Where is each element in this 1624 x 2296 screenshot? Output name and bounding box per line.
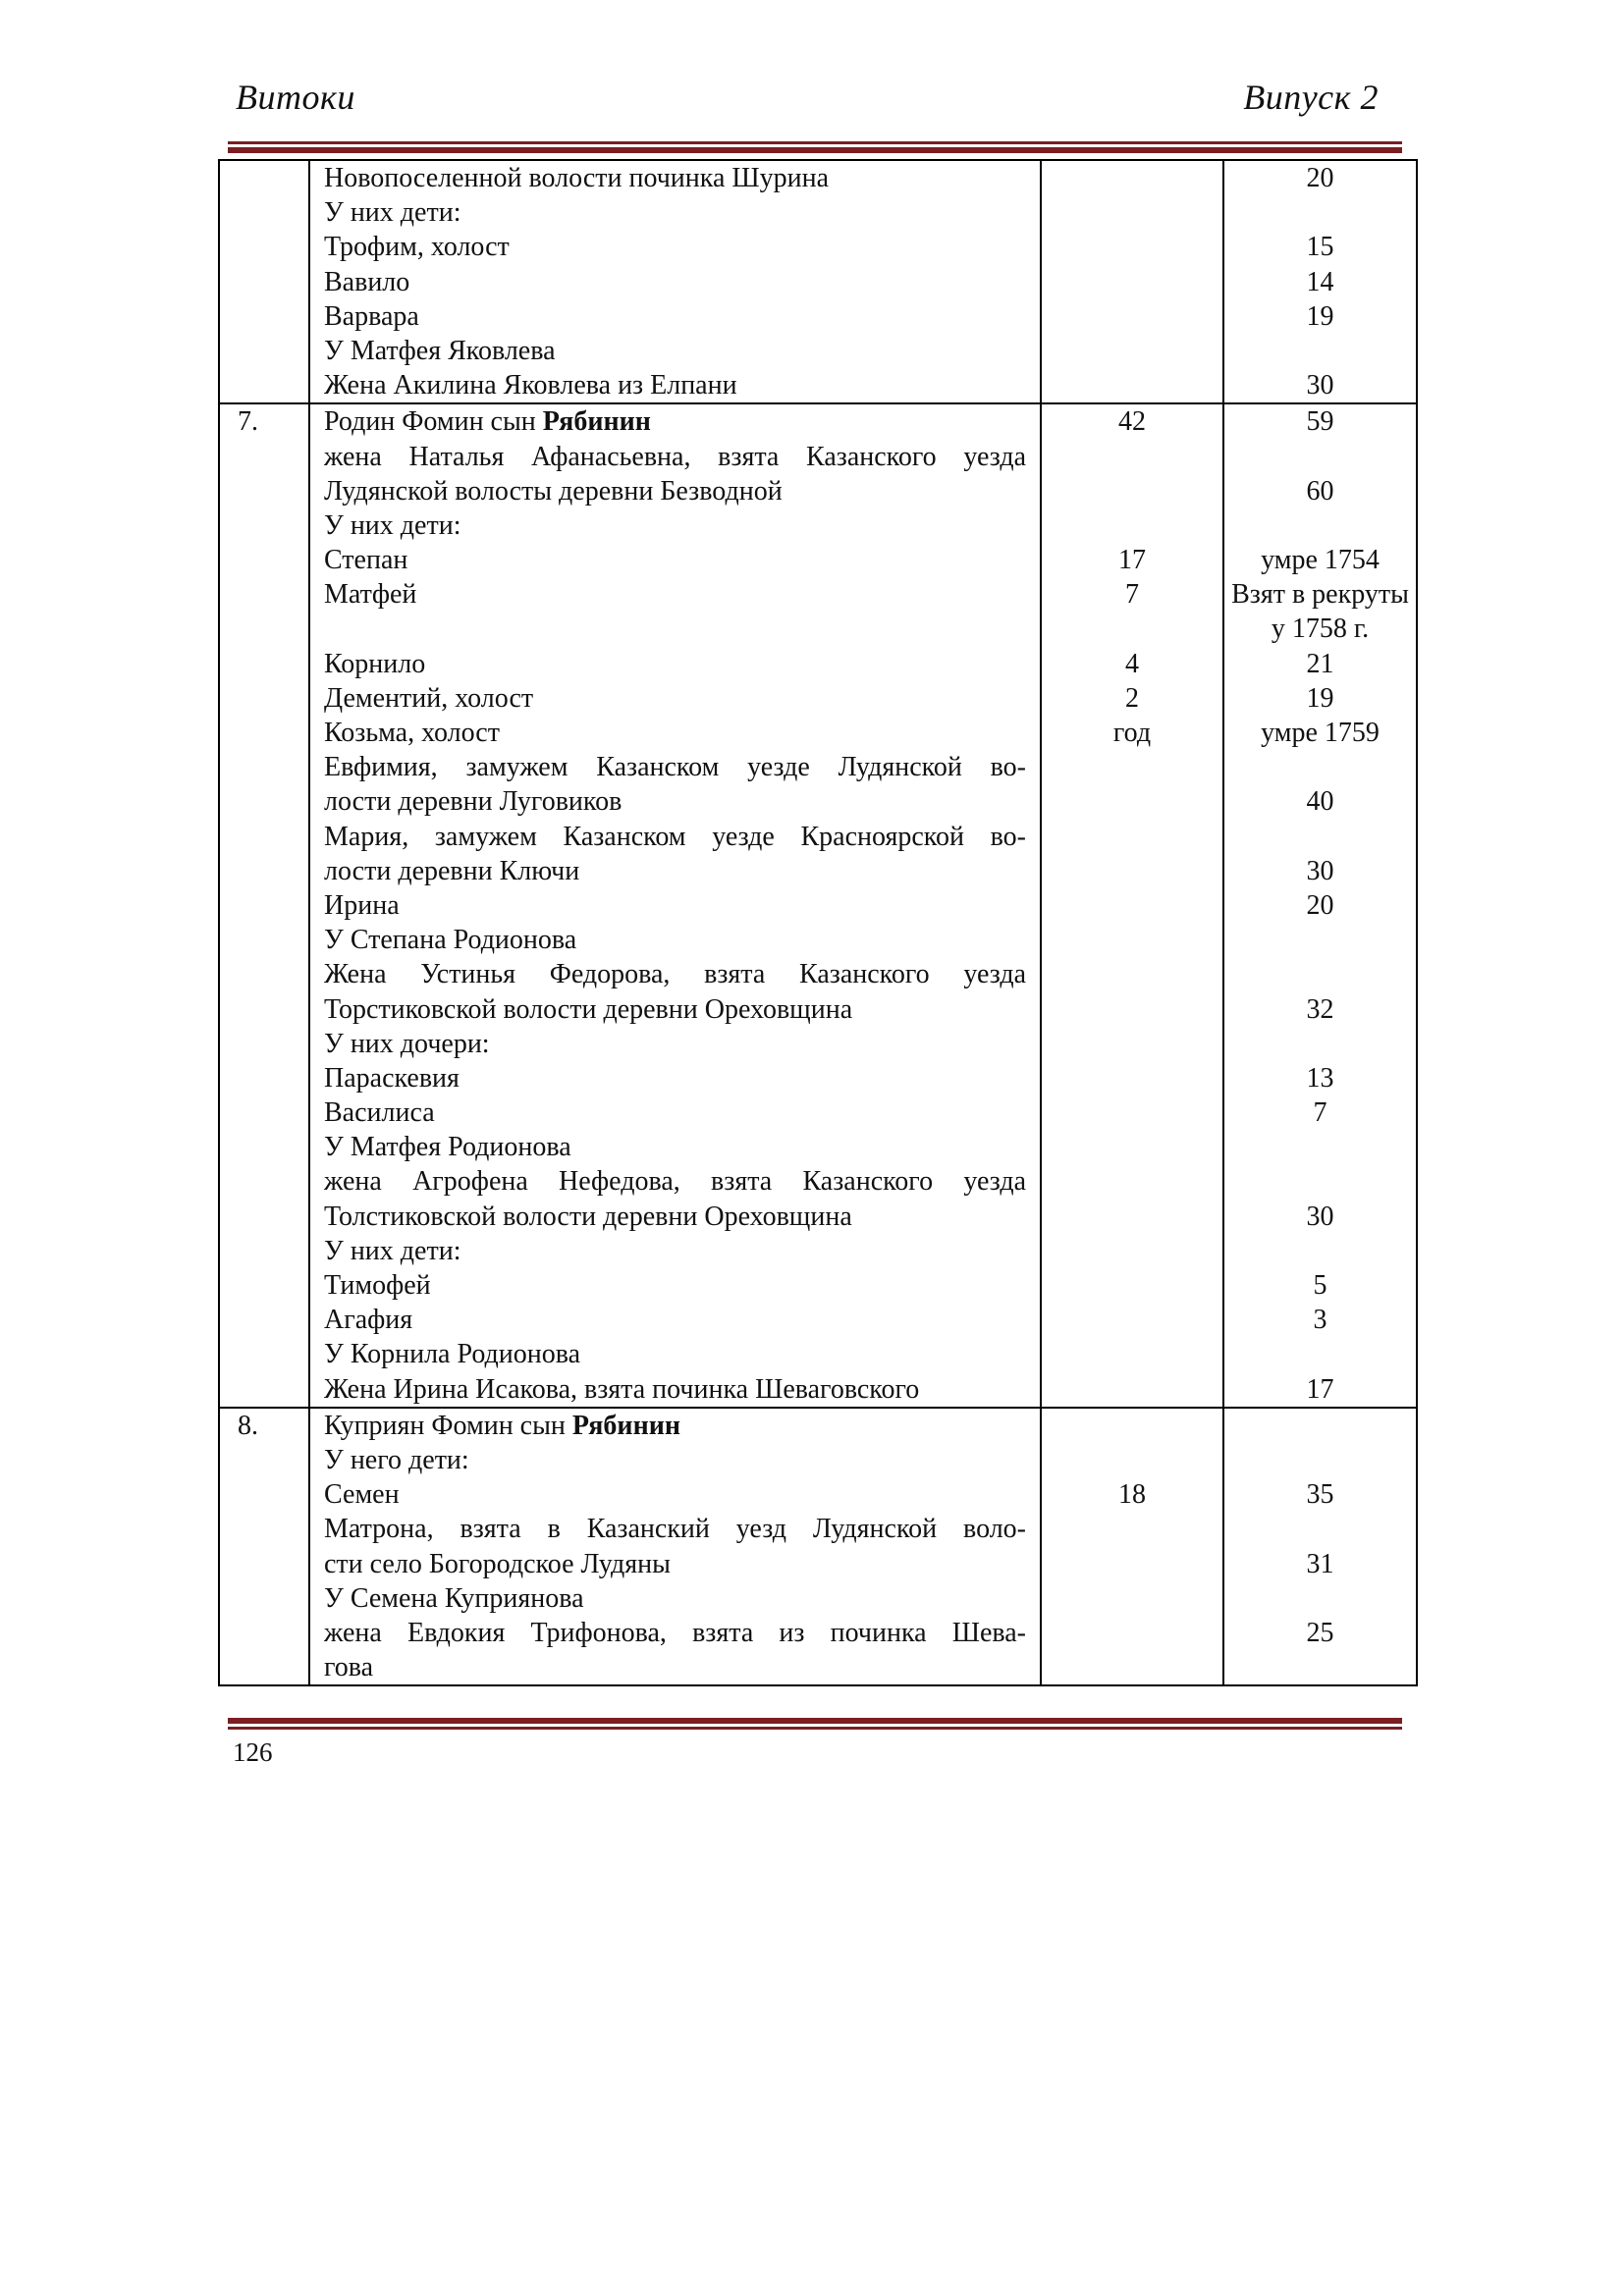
age-value-2: умре 1759 (1261, 718, 1380, 748)
age-value-2 (1224, 957, 1416, 991)
entry-text: Варвара (324, 300, 419, 332)
age-value-1 (1042, 1061, 1222, 1095)
age-value-2 (1224, 1234, 1416, 1268)
entry-text: Новопоселенной волости починка Шурина (324, 163, 830, 193)
entry-line (324, 1409, 1026, 1443)
entry-text: Жена Ирина Исакова, взята починка Шеваговского (324, 1373, 920, 1405)
issue-label: Випуск 2 (1243, 78, 1379, 117)
entry-line (324, 957, 1026, 991)
entry-line (324, 612, 1026, 646)
age-value-1 (1042, 612, 1222, 646)
entry-text: Тимофей (324, 1270, 431, 1301)
entry-line (324, 577, 1026, 612)
age-value-2: 13 (1306, 1062, 1334, 1094)
age-value-1 (1042, 820, 1222, 854)
age-value-1 (1042, 1095, 1222, 1130)
age-value-2: умре 1754 (1261, 545, 1380, 576)
age-value-1 (1042, 1130, 1222, 1164)
entry-line (324, 1443, 1026, 1477)
entry-line (324, 1372, 1026, 1407)
age-value-2 (1224, 750, 1416, 784)
entry-line (324, 230, 1026, 264)
age-value-1 (1042, 784, 1222, 819)
age-value-1 (1042, 230, 1222, 264)
age-value-2 (1224, 1164, 1416, 1199)
entry-text: Параскевия (324, 1062, 460, 1094)
entry-line (324, 923, 1026, 957)
entry-text: У них дети: (324, 197, 461, 229)
entry-text: Дементий, холост (324, 682, 534, 714)
age-value-2 (1224, 334, 1416, 368)
age-value-2 (1224, 923, 1416, 957)
household-number (219, 160, 309, 403)
entry-line (324, 854, 1026, 888)
entry-text: Мария, замужем Казанском уезде Красноярской во- (324, 821, 1026, 852)
entry-line (324, 1477, 1026, 1512)
entry-text: У него дети: (324, 1444, 469, 1475)
entry-line (324, 508, 1026, 543)
surname: Рябинин (542, 406, 651, 438)
household-row (219, 1408, 1417, 1686)
age-value-1 (1042, 888, 1222, 923)
age-value-2: 5 (1313, 1270, 1327, 1301)
entry-line (324, 368, 1026, 402)
entry-line (324, 440, 1026, 474)
entry-line (324, 1616, 1026, 1650)
age-value-1 (1042, 1581, 1222, 1616)
age-value-2 (1224, 1512, 1416, 1546)
entry-text: Вавило (324, 266, 410, 297)
entry-text: Евфимия, замужем Казанском уезде Лудянской во- (324, 752, 1026, 783)
age-value-2: 21 (1306, 648, 1334, 679)
age-value-1: 18 (1118, 1479, 1146, 1511)
surname: Рябинин (571, 1410, 680, 1441)
entry-text: Агафия (324, 1305, 413, 1336)
names-cell (309, 403, 1041, 1407)
age-1762-cell (1223, 1408, 1417, 1686)
entry-text: Матфей (324, 579, 417, 611)
age-value-1: 42 (1118, 406, 1146, 438)
entry-line (324, 1650, 1026, 1684)
age-value-1 (1042, 474, 1222, 508)
entry-text: лости деревни Ключи (324, 855, 580, 886)
entry-line (324, 1130, 1026, 1164)
age-value-2: 7 (1313, 1097, 1327, 1129)
age-value-2: 30 (1306, 855, 1334, 886)
age-value-1 (1042, 1372, 1222, 1407)
age-value-1 (1042, 368, 1222, 402)
age-value-2 (1224, 1027, 1416, 1061)
age-value-1 (1042, 854, 1222, 888)
entry-line (324, 474, 1026, 508)
age-value-1 (1042, 750, 1222, 784)
entry-text: Семен (324, 1479, 400, 1511)
age-value-2: 3 (1313, 1305, 1327, 1336)
entry-text: Корнило (324, 648, 426, 679)
entry-text: Трофим, холост (324, 232, 510, 263)
entry-text: лости деревни Луговиков (324, 786, 623, 818)
age-value-2 (1224, 1650, 1416, 1684)
entry-text: У Семена Куприянова (324, 1582, 584, 1614)
age-value-1 (1042, 1616, 1222, 1650)
age-value-2: 19 (1306, 300, 1334, 332)
entry-line (324, 195, 1026, 230)
entry-line (324, 1303, 1026, 1337)
entry-line (324, 1547, 1026, 1581)
entry-line (324, 784, 1026, 819)
age-value-2: 32 (1306, 993, 1334, 1025)
entry-text: гова (324, 1652, 374, 1683)
names-cell (309, 160, 1041, 403)
age-value-2: 20 (1306, 163, 1334, 193)
entry-line (324, 265, 1026, 299)
entry-text: У них дети: (324, 509, 461, 541)
footer-rule (228, 1718, 1402, 1730)
age-value-1 (1042, 923, 1222, 957)
entry-line (324, 750, 1026, 784)
entry-line (324, 647, 1026, 681)
age-value-2: 59 (1306, 406, 1334, 438)
age-value-2: Взят в рекруты (1231, 579, 1409, 611)
age-value-1 (1042, 1027, 1222, 1061)
age-value-2: 14 (1306, 266, 1334, 297)
page-number: 126 (233, 1737, 273, 1767)
age-value-1 (1042, 1164, 1222, 1199)
age-value-1 (1042, 992, 1222, 1027)
entry-text: Матрона, взята в Казанский уезд Лудянской воло- (324, 1514, 1026, 1545)
age-value-2: 15 (1306, 232, 1334, 263)
entry-line (324, 334, 1026, 368)
age-value-2 (1224, 195, 1416, 230)
age-value-1 (1042, 1547, 1222, 1581)
entry-text: Лудянской волосты деревни Безводной (324, 475, 783, 507)
header-rule (228, 141, 1402, 153)
entry-text: Ирина (324, 889, 400, 921)
journal-title: Витоки (236, 78, 355, 117)
entry-line (324, 992, 1026, 1027)
entry-text: сти село Богородское Лудяны (324, 1548, 671, 1579)
entry-text: Жена Акилина Яковлева из Елпани (324, 370, 737, 401)
age-value-2 (1224, 1581, 1416, 1616)
household-row (219, 403, 1417, 1407)
age-value-1: 7 (1125, 579, 1139, 611)
age-value-1 (1042, 265, 1222, 299)
age-1762-cell (1223, 160, 1417, 403)
age-value-1 (1042, 1200, 1222, 1234)
entry-text: жена Агрофена Нефедова, взята Казанского уезда (324, 1166, 1026, 1198)
age-value-2 (1224, 508, 1416, 543)
age-value-1 (1042, 1303, 1222, 1337)
age-value-1 (1042, 299, 1222, 334)
entry-line (324, 1337, 1026, 1371)
entry-line (324, 1164, 1026, 1199)
entry-line (324, 1234, 1026, 1268)
age-value-1 (1042, 957, 1222, 991)
age-value-1 (1042, 1268, 1222, 1303)
age-value-2 (1224, 1443, 1416, 1477)
age-1762-cell (1223, 403, 1417, 1407)
entry-line (324, 1061, 1026, 1095)
entry-text: жена Евдокия Трифонова, взята из починка Шева- (324, 1617, 1026, 1648)
entry-text: Жена Устинья Федорова, взята Казанского уезда (324, 959, 1026, 990)
entry-text: У Матфея Родионова (324, 1132, 571, 1163)
entry-text: Куприян Фомин сын (324, 1410, 566, 1441)
age-value-2: 30 (1306, 1201, 1334, 1232)
age-value-2: 31 (1306, 1548, 1334, 1579)
age-value-2: 40 (1306, 786, 1334, 818)
age-value-1 (1042, 334, 1222, 368)
entry-text: жена Наталья Афанасьевна, взята Казанского уезда (324, 441, 1026, 472)
entry-line (324, 299, 1026, 334)
age-value-2 (1224, 1337, 1416, 1371)
entry-text: У Корнила Родионова (324, 1339, 581, 1370)
entry-line (324, 543, 1026, 577)
entry-line (324, 1200, 1026, 1234)
age-value-1 (1042, 508, 1222, 543)
household-row (219, 160, 1417, 403)
age-1747-cell (1041, 1408, 1223, 1686)
age-value-2 (1224, 1130, 1416, 1164)
age-value-1 (1042, 1650, 1222, 1684)
age-value-1 (1042, 1337, 1222, 1371)
age-value-1: 2 (1125, 682, 1139, 714)
names-cell (309, 1408, 1041, 1686)
entry-line (324, 1027, 1026, 1061)
entry-text: У Степана Родионова (324, 925, 577, 956)
age-value-2: 60 (1306, 475, 1334, 507)
age-1747-cell (1041, 160, 1223, 403)
entry-text: Толстиковской волости деревни Ореховщина (324, 1201, 852, 1232)
age-value-1: год (1112, 718, 1152, 748)
age-value-2 (1224, 440, 1416, 474)
age-value-1 (1042, 1512, 1222, 1546)
entry-line (324, 1512, 1026, 1546)
entry-text: Василиса (324, 1097, 435, 1129)
age-value-1 (1042, 161, 1222, 195)
age-value-1 (1042, 1443, 1222, 1477)
age-value-2: 35 (1306, 1479, 1334, 1511)
age-value-2: 20 (1306, 889, 1334, 921)
age-value-2 (1224, 820, 1416, 854)
entry-line (324, 820, 1026, 854)
age-value-1 (1042, 1234, 1222, 1268)
age-value-1: 17 (1118, 545, 1146, 576)
entry-line (324, 681, 1026, 716)
entry-text: У Матфея Яковлева (324, 335, 556, 366)
entry-text: У них дети: (324, 1235, 461, 1266)
entry-line (324, 1581, 1026, 1616)
entry-line (324, 1268, 1026, 1303)
entry-line (324, 404, 1026, 439)
household-number: 8. (219, 1408, 309, 1686)
age-value-1 (1042, 195, 1222, 230)
entry-line (324, 161, 1026, 195)
census-table (218, 159, 1418, 1686)
entry-text: Родин Фомин сын (324, 406, 536, 438)
entry-line (324, 716, 1026, 750)
age-value-2: 25 (1306, 1617, 1334, 1648)
household-number: 7. (219, 403, 309, 1407)
age-value-2 (1224, 1409, 1416, 1443)
age-value-2: 17 (1306, 1373, 1334, 1405)
entry-text: У них дочери: (324, 1028, 490, 1059)
age-value-2: 30 (1306, 370, 1334, 401)
age-value-2: у 1758 г. (1271, 614, 1370, 645)
entry-line (324, 888, 1026, 923)
entry-text: Козьма, холост (324, 718, 500, 748)
entry-text: Торстиковской волости деревни Ореховщина (324, 993, 853, 1025)
age-1747-cell (1041, 403, 1223, 1407)
entry-text: Степан (324, 545, 408, 576)
age-value-1: 4 (1125, 648, 1139, 679)
age-value-1 (1042, 440, 1222, 474)
age-value-1 (1042, 1409, 1222, 1443)
entry-line (324, 1095, 1026, 1130)
age-value-2: 19 (1306, 682, 1334, 714)
